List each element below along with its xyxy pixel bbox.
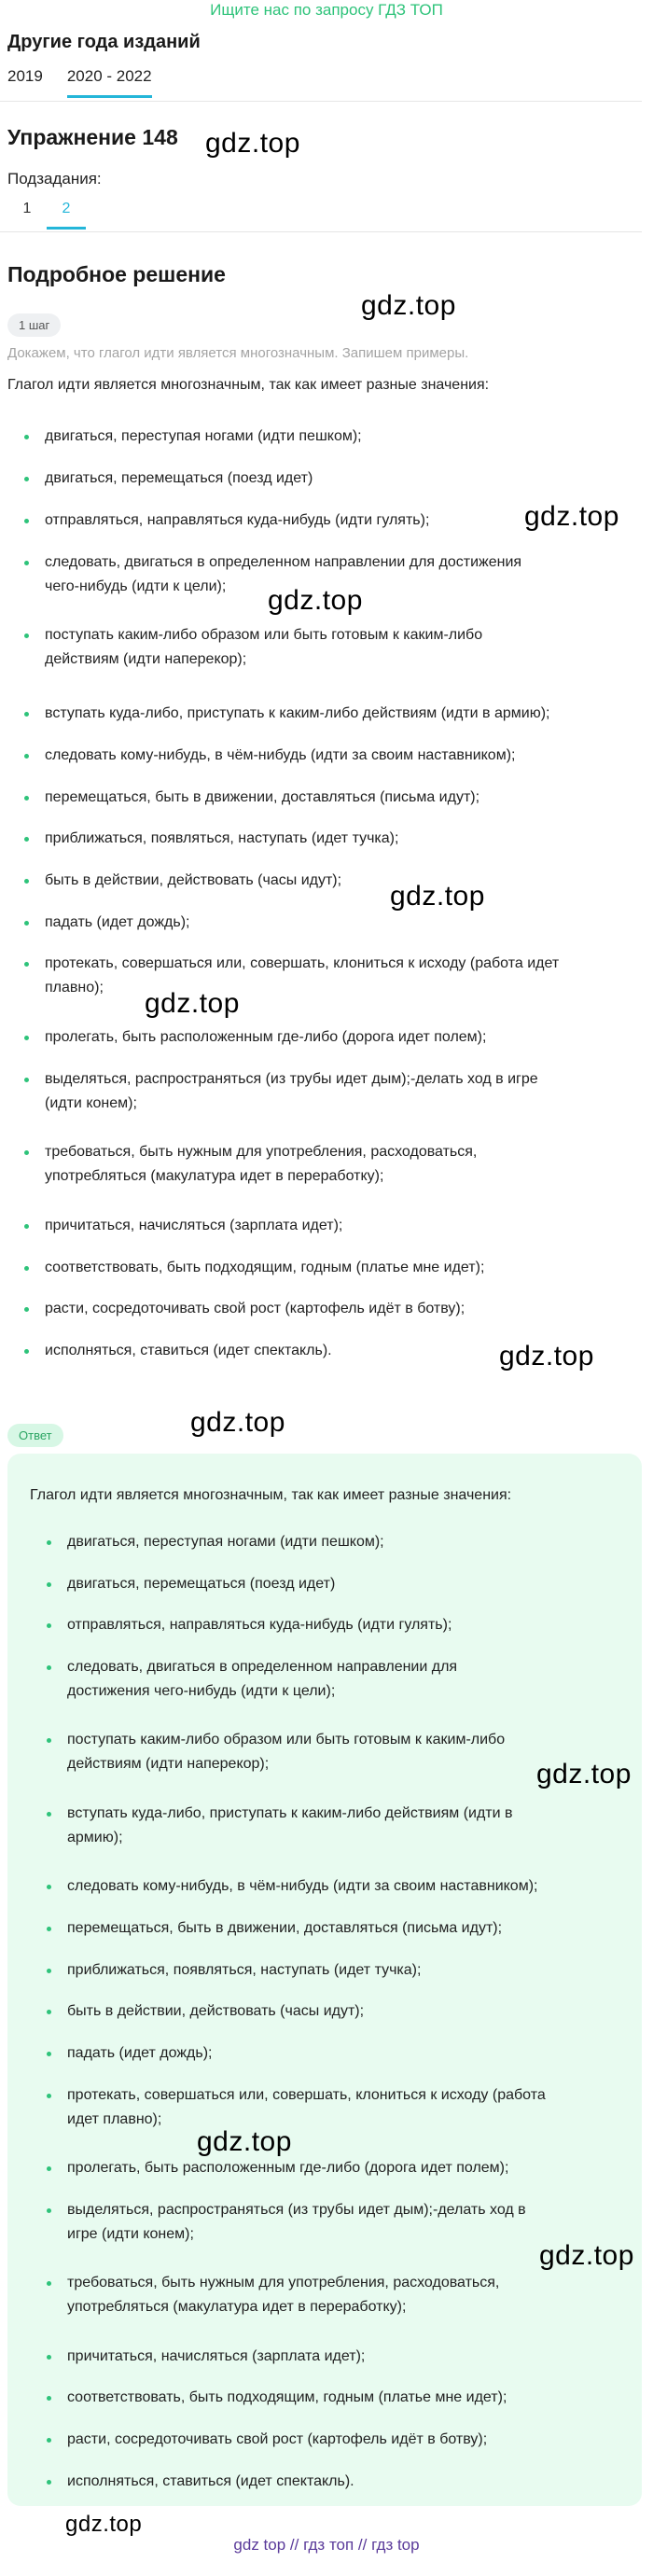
list-item <box>67 1728 505 1776</box>
bullet-icon <box>47 2052 51 2056</box>
bullet-icon <box>47 1927 51 1931</box>
bullet-icon <box>47 2094 51 2098</box>
list-item-text: падать (идет дождь); <box>45 914 190 930</box>
bullet-icon <box>24 1349 29 1354</box>
watermark: gdz.top <box>361 290 456 321</box>
list-item-text: протекать, совершаться или, совершать, клониться к исходу (работа идет <box>45 955 560 971</box>
list-item-text: соответствовать, быть подходящим, годным (платье мне идет); <box>67 2389 507 2405</box>
list-item-text: требоваться, быть нужным для употребления, расходоваться, <box>67 2275 500 2291</box>
list-item-text: действиям (идти наперекор); <box>67 1756 270 1772</box>
list-item <box>67 2083 546 2132</box>
bullet-icon <box>24 1307 29 1312</box>
answer-intro: Глагол идти является многозначным, так как имеет разные значения: <box>30 1487 512 1503</box>
list-item <box>67 1916 502 1941</box>
list-item <box>45 869 341 893</box>
list-item-text: следовать кому-нибудь, в чём-нибудь (идти за своим наставником); <box>67 1878 538 1894</box>
list-item <box>45 508 429 533</box>
list-item <box>67 2041 213 2066</box>
subtask-tab-2[interactable]: 2 <box>47 201 86 230</box>
list-item <box>45 1214 342 1238</box>
bullet-icon <box>47 2480 51 2485</box>
list-item-text: двигаться, перемещаться (поезд идет) <box>67 1576 336 1592</box>
bullet-icon <box>47 2281 51 2286</box>
year-tab-2019[interactable]: 2019 <box>7 67 43 85</box>
bullet-icon <box>24 712 29 717</box>
year-tab-2020-2022[interactable]: 2020 - 2022 <box>67 67 152 98</box>
list-item-text: (идти конем); <box>45 1095 137 1111</box>
divider <box>0 101 642 102</box>
bullet-icon <box>47 1665 51 1670</box>
list-item <box>67 1958 421 1983</box>
bullet-icon <box>47 1540 51 1545</box>
list-item-text: отправляться, направляться куда-нибудь (идти гулять); <box>67 1617 452 1633</box>
bullet-icon <box>24 962 29 967</box>
list-item-text: следовать, двигаться в определенном направлении для <box>67 1659 458 1675</box>
list-item <box>67 2470 354 2494</box>
list-item-text: причитаться, начисляться (зарплата идет); <box>67 2348 366 2364</box>
watermark: gdz.top <box>197 2126 292 2157</box>
watermark: gdz.top <box>390 881 485 912</box>
bullet-icon <box>24 634 29 638</box>
list-item-text: действиям (идти наперекор); <box>45 651 247 667</box>
list-item-text: пролегать, быть расположенным где-либо (дорога идет полем); <box>67 2160 509 2176</box>
list-item-text: двигаться, перемещаться (поезд идет) <box>45 470 313 486</box>
list-item-text: поступать каким-либо образом или быть готовым к каким-либо <box>67 1732 506 1748</box>
list-item <box>67 1572 335 1596</box>
list-item-text: плавно); <box>45 980 104 996</box>
bullet-icon <box>24 1036 29 1040</box>
list-item-text: вступать куда-либо, приступать к каким-либо действиям (идти в <box>67 1805 513 1821</box>
list-item-text: протекать, совершаться или, совершать, клониться к исходу (работа <box>67 2087 546 2103</box>
list-item <box>45 827 398 851</box>
list-item <box>45 623 482 672</box>
bullet-icon <box>24 561 29 565</box>
bullet-icon <box>47 1885 51 1889</box>
list-item-text: игре (идти конем); <box>67 2226 194 2242</box>
list-item <box>67 2428 487 2452</box>
list-item-text: соответствовать, быть подходящим, годным (платье мне идет); <box>45 1260 485 1275</box>
watermark: gdz.top <box>268 585 363 616</box>
list-item <box>45 1256 484 1280</box>
bullet-icon <box>47 2010 51 2014</box>
subtask-tab-1[interactable]: 1 <box>22 201 32 216</box>
bullet-icon <box>24 1224 29 1229</box>
list-item-text: двигаться, переступая ногами (идти пешком); <box>45 428 362 444</box>
divider <box>0 231 642 232</box>
list-item-text: падать (идет дождь); <box>67 2045 213 2061</box>
list-item <box>67 1999 364 2024</box>
watermark: gdz.top <box>524 501 619 532</box>
footer-links[interactable]: gdz top // гдз топ // гдз top <box>233 2536 420 2554</box>
list-item-text: исполняться, ставиться (идет спектакль). <box>45 1343 332 1358</box>
bullet-icon <box>24 754 29 759</box>
list-item <box>45 952 559 1000</box>
list-item <box>45 1140 477 1189</box>
list-item <box>45 1067 538 1116</box>
list-item-text: пролегать, быть расположенным где-либо (дорога идет полем); <box>45 1029 487 1045</box>
list-item <box>67 2386 507 2410</box>
list-item <box>45 744 515 768</box>
bullet-icon <box>24 921 29 926</box>
list-item <box>45 786 479 810</box>
list-item <box>45 702 549 726</box>
watermark: gdz.top <box>65 2512 143 2537</box>
list-item-text: приближаться, появляться, наступать (идет тучка); <box>45 830 399 846</box>
bullet-icon <box>47 2166 51 2171</box>
bullet-icon <box>24 1078 29 1082</box>
list-item <box>45 1297 465 1321</box>
list-item-text: достижения чего-нибудь (идти к цели); <box>67 1683 336 1699</box>
bullet-icon <box>47 1582 51 1587</box>
bullet-icon <box>47 1738 51 1743</box>
step-badge: 1 шаг <box>7 313 61 337</box>
bullet-icon <box>47 1812 51 1817</box>
list-item-text: быть в действии, действовать (часы идут); <box>45 872 342 888</box>
list-item <box>67 1802 513 1850</box>
list-item <box>45 425 362 449</box>
list-item <box>67 1613 452 1637</box>
bullet-icon <box>47 2396 51 2401</box>
bullet-icon <box>47 2208 51 2213</box>
list-item <box>67 1874 537 1899</box>
watermark: gdz.top <box>539 2240 634 2271</box>
list-item-text: идет плавно); <box>67 2111 162 2127</box>
solution-title: Подробное решение <box>7 262 226 286</box>
list-item <box>45 1025 486 1050</box>
watermark: gdz.top <box>145 988 240 1019</box>
list-item <box>67 1530 384 1554</box>
bullet-icon <box>47 2438 51 2443</box>
list-item-text: перемещаться, быть в движении, доставляться (письма идут); <box>67 1920 503 1936</box>
bullet-icon <box>24 879 29 884</box>
list-item <box>45 466 313 491</box>
list-item-text: расти, сосредоточивать свой рост (картофель идёт в ботву); <box>67 2431 488 2447</box>
bullet-icon <box>24 837 29 842</box>
bullet-icon <box>24 1266 29 1271</box>
list-item <box>45 911 190 935</box>
bullet-icon <box>24 796 29 801</box>
list-item-text: выделяться, распространяться (из трубы идет дым);-делать ход в игре <box>45 1071 538 1087</box>
exercise-title: Упражнение 148 <box>7 125 178 149</box>
watermark: gdz.top <box>536 1759 632 1789</box>
bullet-icon <box>24 519 29 523</box>
solution-intro: Глагол идти является многозначным, так как имеет разные значения: <box>7 377 490 393</box>
list-item-text: следовать кому-нибудь, в чём-нибудь (идти за своим наставником); <box>45 747 516 763</box>
list-item <box>67 2156 508 2180</box>
bullet-icon <box>47 2355 51 2360</box>
list-item-text: употребляться (макулатура идет в переработку); <box>67 2299 407 2315</box>
list-item-text: поступать каким-либо образом или быть готовым к каким-либо <box>45 627 483 643</box>
list-item <box>67 1655 457 1704</box>
list-item-text: быть в действии, действовать (часы идут); <box>67 2003 365 2019</box>
answer-badge: Ответ <box>7 1424 63 1447</box>
list-item-text: приближаться, появляться, наступать (идет тучка); <box>67 1962 422 1978</box>
subtask-tabs <box>7 201 86 230</box>
list-item-text: причитаться, начисляться (зарплата идет); <box>45 1218 343 1233</box>
bullet-icon <box>24 435 29 439</box>
watermark: gdz.top <box>205 128 300 159</box>
search-hint-link[interactable]: Ищите нас по запросу ГДЗ ТОП <box>210 1 443 19</box>
list-item-text: выделяться, распространяться (из трубы идет дым);-делать ход в <box>67 2202 526 2218</box>
bullet-icon <box>24 477 29 481</box>
list-item <box>67 2345 365 2369</box>
other-years-title: Другие года изданий <box>7 32 201 52</box>
list-item-text: требоваться, быть нужным для употребления, расходоваться, <box>45 1144 478 1160</box>
list-item-text: исполняться, ставиться (идет спектакль). <box>67 2473 354 2489</box>
solution-hint: Докажем, что глагол идти является многозначным. Запишем примеры. <box>7 345 469 361</box>
list-item-text: следовать, двигаться в определенном направлении для достижения <box>45 554 522 570</box>
list-item-text: отправляться, направляться куда-нибудь (идти гулять); <box>45 512 430 528</box>
list-item-text: чего-нибудь (идти к цели); <box>45 578 227 594</box>
subtasks-label: Подзадания: <box>7 170 102 188</box>
list-item-text: употребляться (макулатура идет в переработку); <box>45 1168 384 1184</box>
years-tabs <box>7 67 152 98</box>
list-item-text: вступать куда-либо, приступать к каким-либо действиям (идти в армию); <box>45 705 550 721</box>
list-item-text: двигаться, переступая ногами (идти пешком); <box>67 1534 384 1550</box>
bullet-icon <box>24 1150 29 1155</box>
list-item <box>45 1339 332 1363</box>
bullet-icon <box>47 1969 51 1973</box>
list-item-text: перемещаться, быть в движении, доставляться (письма идут); <box>45 789 480 805</box>
list-item-text: армию); <box>67 1830 123 1845</box>
list-item <box>67 2271 499 2319</box>
bullet-icon <box>47 1623 51 1628</box>
watermark: gdz.top <box>190 1407 285 1438</box>
list-item <box>67 2198 526 2247</box>
list-item-text: расти, сосредоточивать свой рост (картофель идёт в ботву); <box>45 1301 465 1316</box>
watermark: gdz.top <box>499 1341 594 1372</box>
